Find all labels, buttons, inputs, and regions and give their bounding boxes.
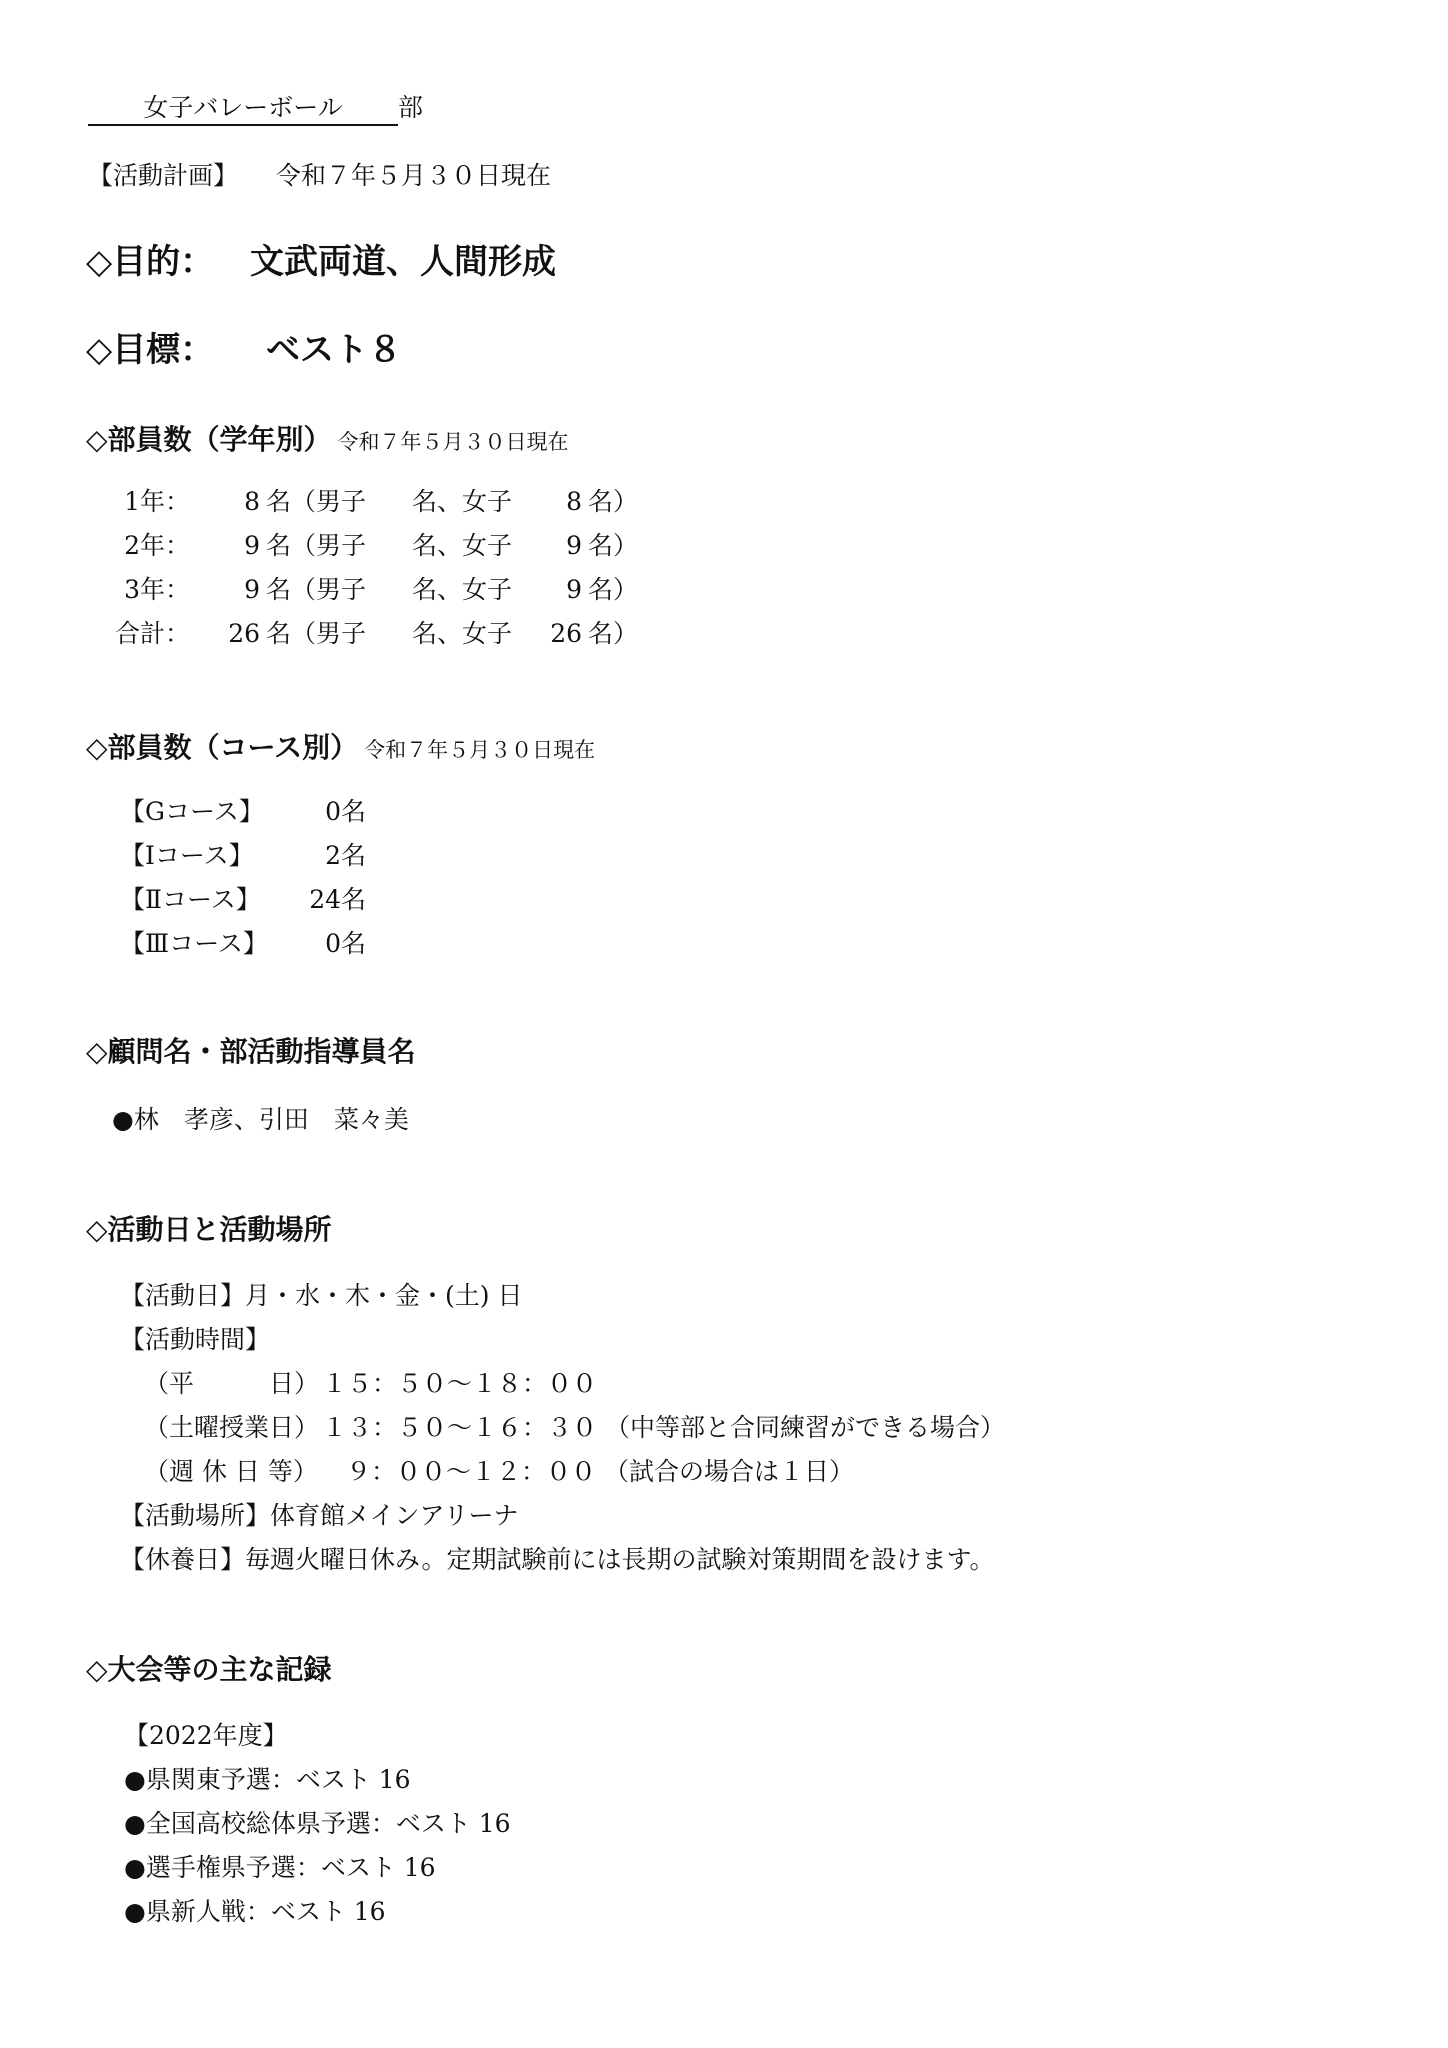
grade-female: 8 <box>566 487 582 516</box>
grade-label: 3年： <box>124 575 190 604</box>
activity-rest: 【休養日】毎週火曜日休み。定期試験前には長期の試験対策期間を設けます。 <box>120 1545 995 1574</box>
club-suffix: 部 <box>398 93 424 122</box>
records-heading: ◇大会等の主な記録 <box>86 1653 332 1686</box>
purpose-line <box>86 240 556 284</box>
record-item: ●選手権県予選：ベスト 16 <box>124 1853 436 1882</box>
club-header <box>88 92 423 126</box>
course-table <box>120 796 366 972</box>
grade-row <box>110 530 638 574</box>
grade-male-suffix: 名、女子 <box>412 575 513 604</box>
course-label: 【Gコース】 <box>120 797 264 826</box>
course-label: 【Ⅱコース】 <box>120 885 261 914</box>
grade-row-total <box>110 618 638 662</box>
activity-time-row <box>120 1412 1005 1456</box>
record-item: ●全国高校総体県予選：ベスト 16 <box>124 1809 511 1838</box>
activity-time-label: 【活動時間】 <box>120 1325 271 1354</box>
grade-count: 9 <box>244 575 260 604</box>
records-year: 【2022年度】 <box>124 1721 288 1750</box>
course-count: 0名 <box>325 929 366 958</box>
grade-label: 合計： <box>114 619 190 648</box>
grade-male-suffix: 名、女子 <box>412 531 513 560</box>
advisors-heading: ◇顧問名・部活動指導員名 <box>86 1035 416 1068</box>
course-count: 2名 <box>325 841 366 870</box>
grade-heading-label: ◇部員数（学年別） <box>86 423 332 456</box>
course-heading-note: 令和７年５月３０日現在 <box>364 738 596 762</box>
course-row <box>120 884 366 928</box>
purpose-label: ◇目的： <box>86 242 215 282</box>
grade-unit: 名（男子 <box>266 487 367 516</box>
grade-female: 26 <box>550 619 582 648</box>
grade-end: 名） <box>588 531 639 560</box>
plan-label: 【活動計画】 <box>88 161 239 190</box>
grade-table <box>110 486 638 662</box>
activity-heading: ◇活動日と活動場所 <box>86 1213 332 1246</box>
activity-time-row <box>120 1456 1005 1500</box>
activity-time-day: （土曜授業日） <box>144 1413 320 1442</box>
grade-male-suffix: 名、女子 <box>412 619 513 648</box>
grade-count: 8 <box>244 487 260 516</box>
activity-time-day: （週 休 日 等） <box>144 1457 318 1486</box>
grade-row <box>110 574 638 618</box>
grade-count: 26 <box>228 619 260 648</box>
course-count: 0名 <box>325 797 366 826</box>
activity-time-range: １５：５０～１８：００ <box>322 1369 598 1398</box>
course-label: 【Ⅲコース】 <box>120 929 268 958</box>
record-item: ●県新人戦：ベスト 16 <box>124 1897 386 1926</box>
records-block <box>124 1720 511 1940</box>
grade-heading <box>86 422 569 460</box>
grade-count: 9 <box>244 531 260 560</box>
grade-end: 名） <box>588 575 639 604</box>
advisors-names: ●林 孝彦、引田 菜々美 <box>112 1105 409 1134</box>
course-label: 【Ⅰコース】 <box>120 841 254 870</box>
course-row <box>120 840 366 884</box>
course-row <box>120 796 366 840</box>
grade-label: 2年： <box>124 531 190 560</box>
grade-unit: 名（男子 <box>266 575 367 604</box>
grade-unit: 名（男子 <box>266 531 367 560</box>
activity-time-range: ９：００～１２：００ <box>346 1457 597 1486</box>
activity-days: 【活動日】月・水・木・金・(土) 日 <box>120 1281 523 1310</box>
club-name: 女子バレーボール <box>88 92 398 126</box>
activity-time-note: （試合の場合は１日） <box>604 1457 855 1486</box>
activity-time-range: １３：５０～１６：３０ <box>322 1413 598 1442</box>
grade-male-suffix: 名、女子 <box>412 487 513 516</box>
activity-time-day: （平 日） <box>144 1369 320 1398</box>
grade-row <box>110 486 638 530</box>
activity-place: 【活動場所】体育館メインアリーナ <box>120 1501 519 1530</box>
grade-label: 1年： <box>124 487 190 516</box>
purpose-value: 文武両道、人間形成 <box>250 242 556 282</box>
course-count: 24名 <box>309 885 366 914</box>
goal-label: ◇目標： <box>86 330 215 370</box>
activity-time-note: （中等部と合同練習ができる場合） <box>605 1413 1006 1442</box>
goal-value: ベスト８ <box>266 330 402 370</box>
record-item: ●県関東予選：ベスト 16 <box>124 1765 411 1794</box>
grade-unit: 名（男子 <box>266 619 367 648</box>
goal-line <box>86 328 402 372</box>
activity-block <box>120 1280 1005 1588</box>
grade-female: 9 <box>566 531 582 560</box>
activity-time-row <box>120 1368 1005 1412</box>
grade-end: 名） <box>588 619 639 648</box>
course-row <box>120 928 366 972</box>
grade-female: 9 <box>566 575 582 604</box>
grade-heading-note: 令和７年５月３０日現在 <box>337 430 569 454</box>
course-heading-label: ◇部員数（コース別） <box>86 731 359 764</box>
plan-date: 令和７年５月３０日現在 <box>275 161 551 190</box>
course-heading <box>86 730 595 768</box>
grade-end: 名） <box>588 487 639 516</box>
plan-line <box>88 160 551 192</box>
